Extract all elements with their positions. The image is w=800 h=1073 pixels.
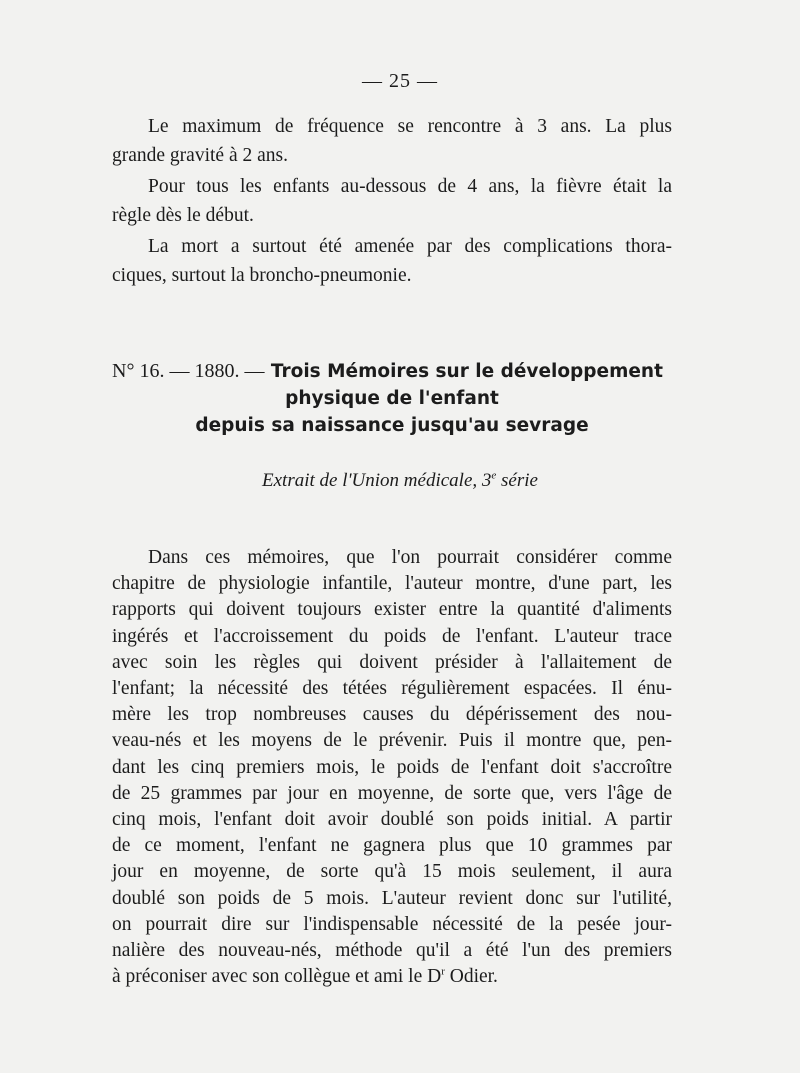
intro-paragraph-1 bbox=[112, 112, 672, 170]
text-line: rapports qui doivent toujours exister entre la quantité d'aliments bbox=[112, 599, 672, 621]
text-line: nalière des nouveau-nés, méthode qu'il a été l'un des premiers bbox=[112, 940, 672, 962]
text-line: cinq mois, l'enfant doit avoir doublé son poids initial. A partir bbox=[112, 809, 672, 831]
body-paragraph bbox=[112, 545, 672, 990]
last-line-suffix: Odier. bbox=[444, 966, 498, 988]
intro-paragraph-3 bbox=[112, 232, 672, 290]
heading-line-2: physique de l'enfant bbox=[285, 388, 499, 409]
text-line: grande gravité à 2 ans. bbox=[112, 145, 288, 166]
text-line: La mort a surtout été amenée par des complications thora- bbox=[148, 236, 672, 257]
text-line: Dans ces mémoires, que l'on pourrait considérer comme bbox=[148, 547, 672, 568]
entry-number: N° 16. — 1880. — bbox=[112, 360, 265, 382]
text-line: veau-nés et les moyens de le prévenir. Puis il montre que, pen- bbox=[112, 730, 672, 752]
text-line: avec soin les règles qui doivent présider à l'allaitement de bbox=[112, 651, 672, 673]
text-line: doublé son poids de 5 mois. L'auteur revient donc sur l'utilité, bbox=[112, 887, 672, 909]
text-line: Le maximum de fréquence se rencontre à 3 ans. La plus bbox=[148, 116, 672, 137]
text-line: mère les trop nombreuses causes du dépérissement des nou- bbox=[112, 704, 672, 726]
intro-paragraph-2 bbox=[112, 172, 672, 230]
citation-superscript: e bbox=[491, 469, 497, 482]
text-line: règle dès le début. bbox=[112, 205, 254, 226]
text-line: de ce moment, l'enfant ne gagnera plus que 10 grammes par bbox=[112, 835, 672, 857]
heading-line-1 bbox=[112, 358, 672, 385]
text-line: Pour tous les enfants au-dessous de 4 ans, la fièvre était la bbox=[148, 176, 672, 197]
text-line: dant les cinq premiers mois, le poids de l'enfant doit s'accroître bbox=[112, 756, 672, 778]
text-line-last bbox=[112, 964, 672, 990]
text-line: ciques, surtout la broncho-pneumonie. bbox=[112, 265, 412, 286]
text-line: jour en moyenne, de sorte qu'à 15 mois seulement, il aura bbox=[112, 861, 672, 883]
source-citation bbox=[0, 470, 800, 492]
text-line: chapitre de physiologie infantile, l'auteur montre, d'une part, les bbox=[112, 573, 672, 595]
heading-line-3: depuis sa naissance jusqu'au sevrage bbox=[195, 415, 589, 436]
citation-text: Extrait de l'Union médicale, 3 bbox=[262, 470, 492, 491]
doctor-superscript: r bbox=[441, 965, 445, 978]
text-line: l'enfant; la nécessité des tétées régulièrement espacées. Il énu- bbox=[112, 678, 672, 700]
citation-suffix: série bbox=[496, 470, 538, 491]
heading-title-part-1: Trois Mémoires sur le développement bbox=[270, 361, 663, 382]
text-line: de 25 grammes par jour en moyenne, de sorte que, vers l'âge de bbox=[112, 782, 672, 804]
section-heading bbox=[112, 358, 672, 439]
last-line-text: à préconiser avec son collègue et ami le D bbox=[112, 966, 442, 988]
page-number: — 25 — bbox=[362, 70, 438, 92]
text-line: on pourrait dire sur l'indispensable nécessité de la pesée jour- bbox=[112, 913, 672, 935]
text-line: ingérés et l'accroissement du poids de l'enfant. L'auteur trace bbox=[112, 625, 672, 647]
